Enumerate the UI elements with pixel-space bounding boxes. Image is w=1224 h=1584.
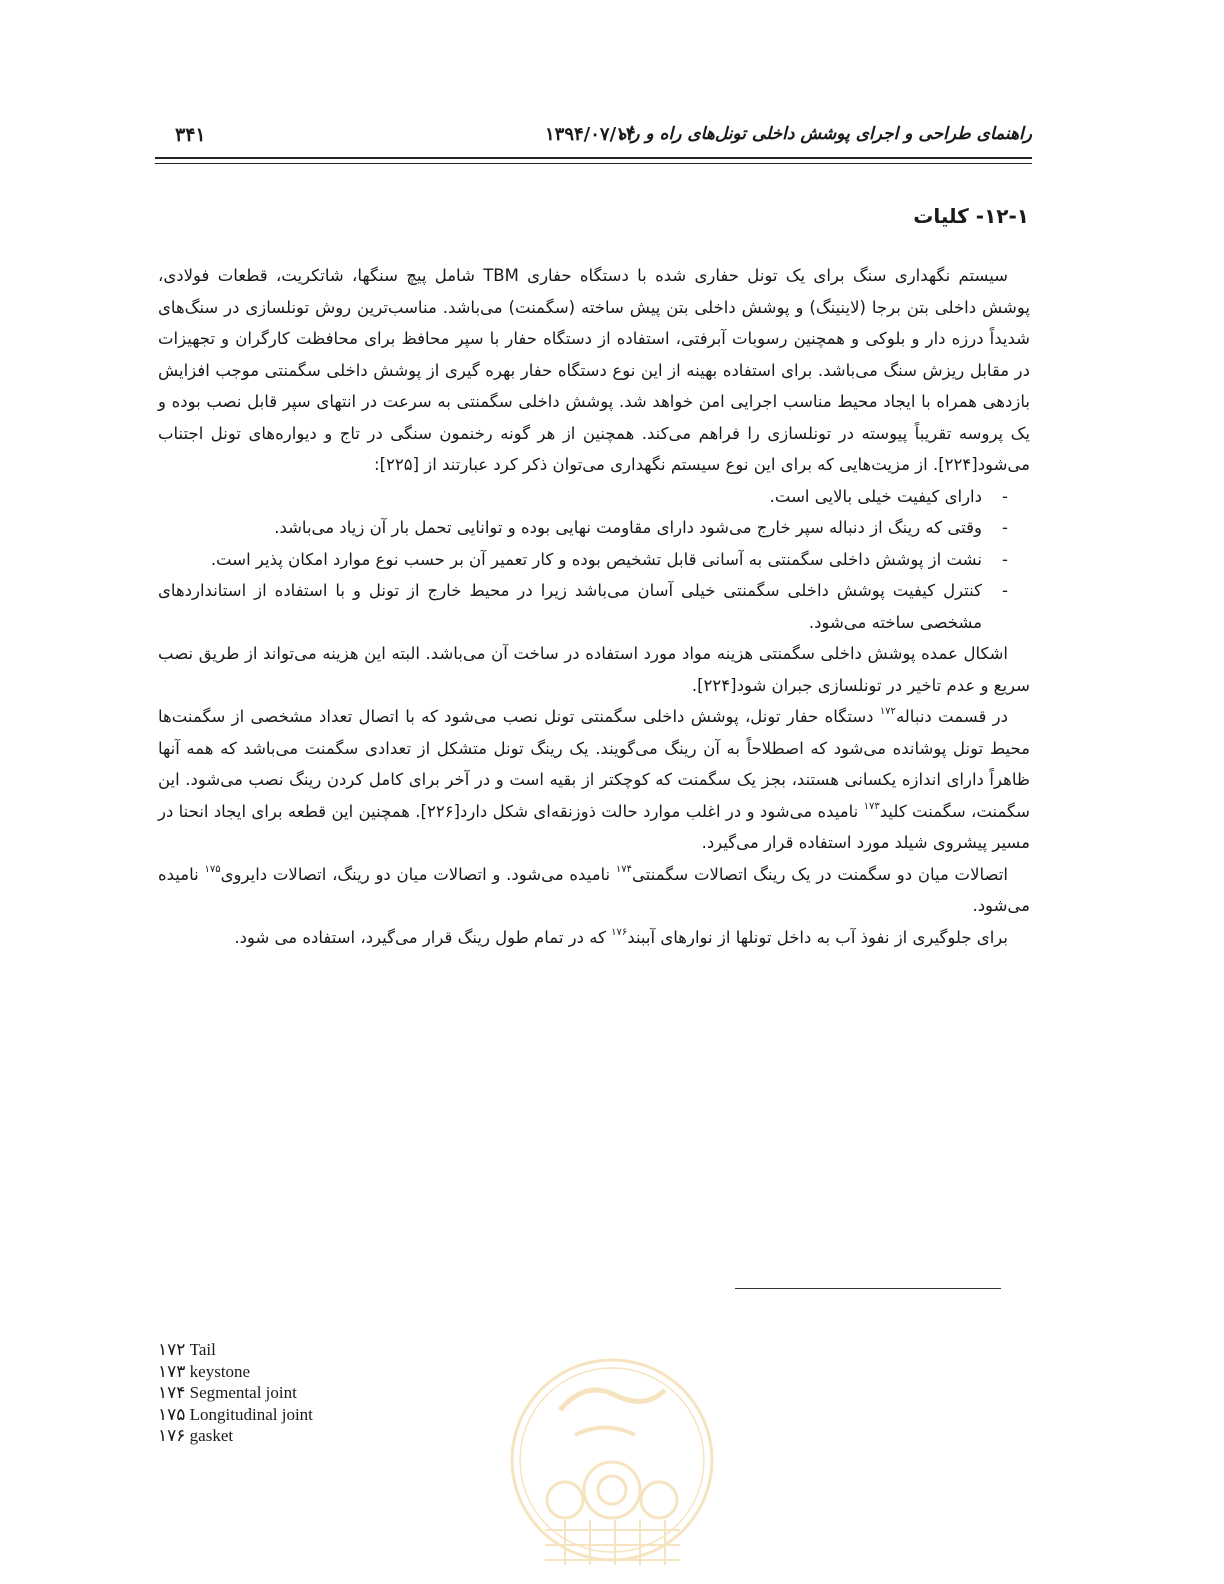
list-item: - دارای کیفیت خیلی بالایی است. [158,481,982,513]
footnote-ref[interactable]: ۱۷۲ [879,706,896,717]
footnote-separator [735,1288,1001,1289]
header-rule-thin [155,163,1032,164]
page-number: ۳۴۱ [175,124,206,146]
text-run: نامیده می‌شود. و اتصالات میان دو رینگ، اتصالات دایروی [220,864,616,884]
footnote-number: ۱۷۴ [158,1383,186,1402]
paragraph-ring [158,701,1030,859]
body-text [158,260,1030,953]
gear-scales-logo-watermark-icon [505,1340,720,1584]
paragraph-intro: سیستم نگهداری سنگ برای یک تونل حفاری شده با دستگاه حفاری TBM شامل پیچ سنگها، شاتکریت، قطعات فولادی، پوشش داخلی بتن برجا (لاینینگ) و پوشش داخلی بتن پیش ساخته (سگمنت) می‌باشد. مناسب‌ترین روش تونلسازی در سنگ‌های شدیداً درزه دار و بلوکی و همچنین رسوبات آبرفتی، استفاده از دستگاه حفار با سپر محافظ برای محافظت کارگران و تجهیزات در مقابل ریزش سنگ می‌باشد. برای استفاده بهینه از این نوع دستگاه حفار بهره گیری از پوشش داخلی سگمنتی موجب افزایش بازدهی همراه با ایجاد محیط مناسب اجرایی امن خواهد شد. پوشش داخلی سگمنتی به سرعت در انتهای سپر قابل نصب بوده و یک پروسه تقریباً پیوسته در تونلسازی را فراهم می‌کند. همچنین از هر گونه رخنمون سنگی در تاج و دیواره‌های تونل اجتناب می‌شود[۲۲۴]. از مزیت‌هایی که برای این نوع سیستم نگهداری می‌توان ذکر کرد عبارتند از [۲۲۵]: [158,266,1030,474]
footnote-text: keystone [189,1361,251,1381]
paragraph-disadvantage: اشکال عمده پوشش داخلی سگمنتی هزینه مواد مورد استفاده در ساخت آن می‌باشد. البته این هزینه می‌تواند از طریق نصب سریع و عدم تاخیر در تونلسازی جبران شود[۲۲۴]. [158,644,1030,695]
footnote-item [158,1361,478,1383]
header-date: ۱۳۹۴/۰۷/۱۴ [545,124,636,145]
text-run: نامیده می‌شود و در اغلب موارد حالت ذوزنقه‌ای شکل دارد[۲۲۶]. همچنین این قطعه برای ایجاد انحنا در مسیر پیشروی شیلد مورد استفاده قرار می‌گیرد. [158,801,1030,852]
list-item: - وقتی که رینگ از دنباله سپر خارج می‌شود دارای مقاومت نهایی بوده و توانایی تحمل بار آن زیاد می‌باشد. [158,512,982,544]
footnote-number: ۱۷۶ [158,1426,186,1445]
footnote-ref[interactable]: ۱۷۵ [204,863,221,875]
text-run: نامیده می‌شود. [158,864,1030,915]
footnote-item [158,1382,478,1404]
section-heading: ۱۲-۱- کلیات [913,204,1029,228]
footnote-number: ۱۷۲ [158,1340,186,1359]
footnote-ref[interactable]: ۱۷۳ [863,800,880,812]
footnote-item [158,1404,478,1426]
text-run: در قسمت دنباله [895,707,1008,726]
footnote-text: gasket [189,1426,234,1445]
page-header [155,120,1032,150]
footnote-text: Tail [189,1340,216,1359]
advantages-list [158,481,1030,639]
footnote-text: Longitudinal joint [189,1404,313,1424]
paragraph-gasket [158,922,1030,954]
footnote-number: ۱۷۵ [158,1404,186,1424]
text-run: دستگاه حفار تونل، پوشش داخلی سگمنتی تونل نصب می‌شود که با اتصال تعداد مشخصی از سگمنت‌ها محیط تونل پوشانده می‌شود که اصطلاحاً به آن رینگ می‌گویند. یک رینگ تونل متشکل از تعدادی سگمنت می‌باشد که همه آنها ظاهراً دارای اندازه یکسانی هستند، بجز یک سگمنت که کوچکتر از بقیه است و در آخر برای کامل کردن رینگ نصب می‌شود. این سگمنت، سگمنت کلید [158,707,1030,821]
list-item: - کنترل کیفیت پوشش داخلی سگمنتی خیلی آسان می‌باشد زیرا در محیط خارج از تونل و با استفاده از استانداردهای مشخصی ساخته می‌شود. [158,575,982,638]
text-run: که در تمام طول رینگ قرار می‌گیرد، استفاده می شود. [234,927,612,947]
footnote-text: Segmental joint [189,1383,297,1402]
text-run: اتصالات میان دو سگمنت در یک رینگ اتصالات سگمنتی [632,864,1008,884]
text-run: برای جلوگیری از نفوذ آب به داخل تونلها از نوارهای آببند [627,927,1008,947]
footnotes [158,1339,478,1447]
header-rule-thick [155,157,1032,159]
paragraph-joints [158,859,1030,922]
list-item: - نشت از پوشش داخلی سگمنتی به آسانی قابل تشخیص بوده و کار تعمیر آن بر حسب نوع موارد امکان پذیر است. [158,544,982,576]
footnote-ref[interactable]: ۱۷۶ [611,926,628,938]
footnote-ref[interactable]: ۱۷۴ [615,863,633,875]
document-title: راهنمای طراحی و اجرای پوشش داخلی تونل‌های راه و راه [617,124,1032,144]
footnote-item [158,1425,478,1447]
footnote-item [158,1339,478,1361]
footnote-number: ۱۷۳ [158,1361,186,1381]
